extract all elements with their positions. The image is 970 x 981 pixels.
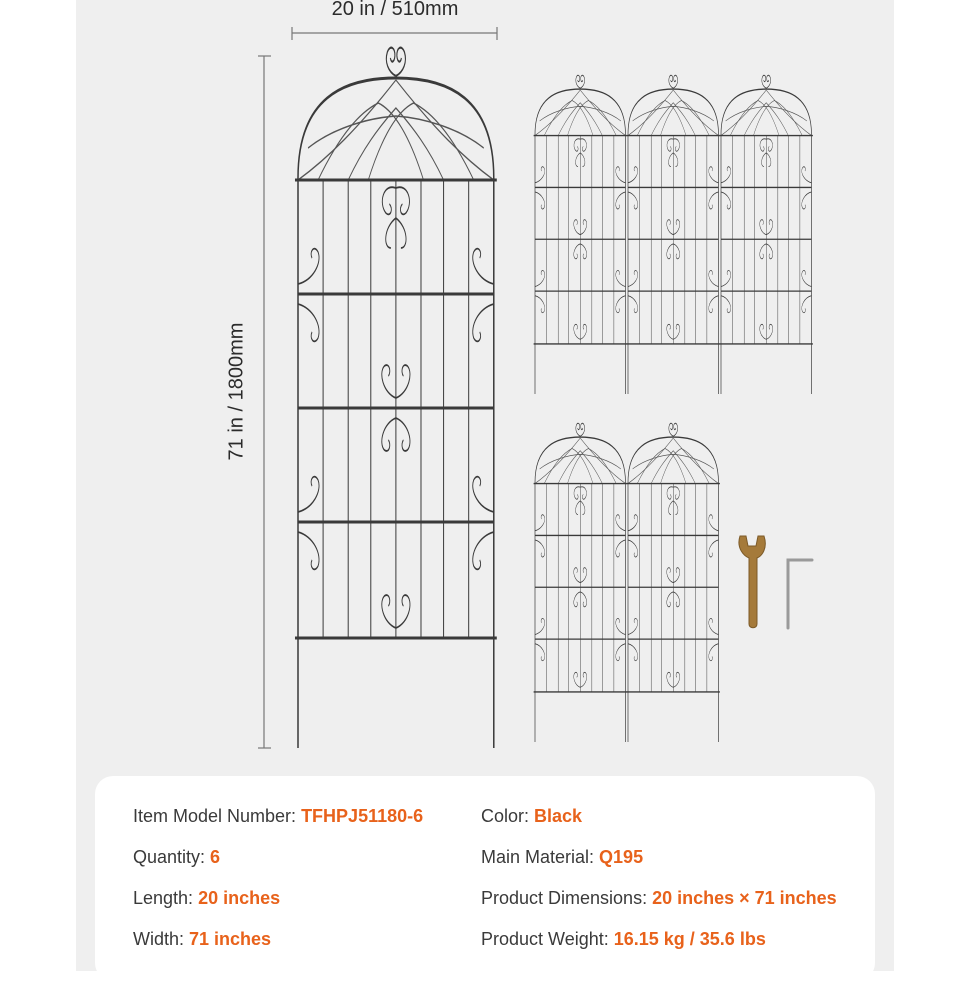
- spec-label: Length:: [133, 888, 199, 908]
- trellis-panel-small-5: [627, 423, 720, 742]
- trellis-panel-small-1: [534, 75, 627, 394]
- height-dimension-label: 71 in / 1800mm: [225, 322, 248, 461]
- spec-label: Main Material:: [481, 847, 600, 867]
- spec-label: Product Dimensions:: [481, 888, 653, 908]
- spec-value: 20 inches × 71 inches: [652, 888, 837, 908]
- spec-label: Color:: [481, 806, 535, 826]
- trellis-panel-main: [295, 48, 497, 748]
- spec-label: Item Model Number:: [133, 806, 302, 826]
- spec-label: Quantity:: [133, 847, 211, 867]
- height-dimension-line: [258, 56, 271, 748]
- spec-width: [133, 929, 271, 950]
- trellis-panel-small-4: [534, 423, 627, 742]
- spec-value: 16.15 kg / 35.6 lbs: [613, 929, 766, 949]
- spec-model-number: [133, 806, 423, 827]
- spec-value: 6: [210, 847, 221, 867]
- trellis-panel-small-2: [627, 75, 720, 394]
- spec-quantity: [133, 847, 220, 868]
- spec-product-dimensions: [481, 888, 837, 909]
- spec-product-weight: [481, 929, 766, 950]
- spec-label: Width:: [133, 929, 190, 949]
- width-dimension-line: [292, 27, 497, 40]
- spec-label: Product Weight:: [481, 929, 614, 949]
- spec-color: [481, 806, 582, 827]
- spec-value: Q195: [599, 847, 644, 867]
- trellis-panel-small-3: [720, 75, 813, 394]
- width-dimension-label: 20 in / 510mm: [331, 0, 459, 20]
- spec-value: Black: [534, 806, 583, 826]
- spec-value: TFHPJ51180-6: [301, 806, 424, 826]
- spec-value: 71 inches: [189, 929, 272, 949]
- spec-main-material: [481, 847, 643, 868]
- specifications-card: [95, 776, 875, 981]
- wrench-icon: [739, 536, 765, 628]
- spec-value: 20 inches: [198, 888, 281, 908]
- hex-key-icon: [788, 560, 812, 628]
- spec-length: [133, 888, 280, 909]
